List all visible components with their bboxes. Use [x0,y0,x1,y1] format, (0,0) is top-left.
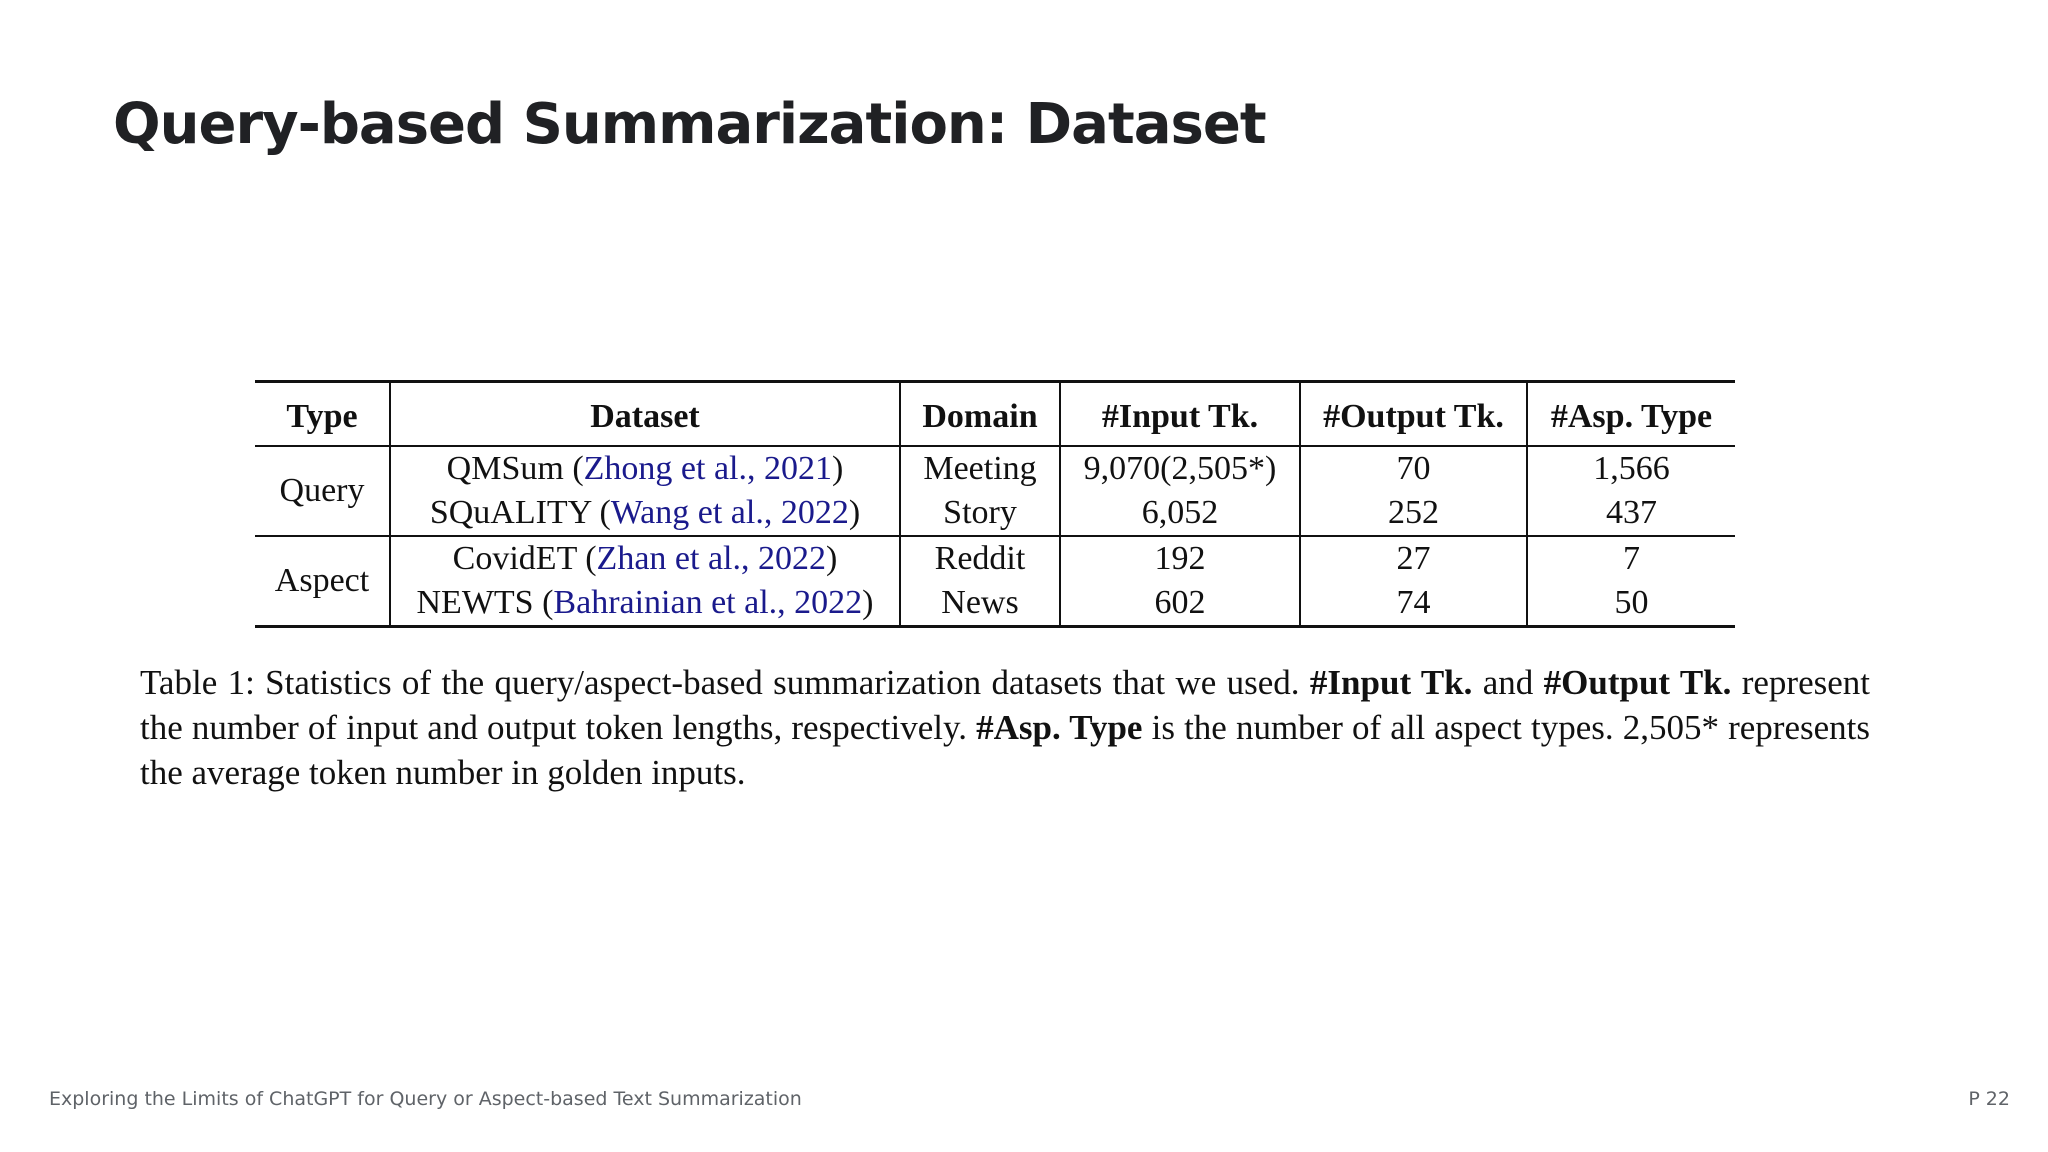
query-group [255,446,1735,536]
aspect-types-cell: 437 [1606,494,1657,531]
dataset-cell: NEWTS (Bahrainian et al., 2022) [390,581,900,627]
caption-text: and [1472,663,1544,702]
dataset-cell: QMSum (Zhong et al., 2021) [390,446,900,491]
dataset-table-figure [255,380,1735,628]
citation-link[interactable]: Wang et al., 2022 [610,494,849,531]
header-aspect-types: #Asp. Type [1550,398,1713,435]
dataset-name: QMSum [446,450,564,487]
page-number: P 22 [1968,1088,2010,1110]
header-domain: Domain [900,382,1060,447]
table-header-row [255,382,1735,447]
slide-title: Query-based Summarization: Dataset [113,92,1266,157]
input-tokens-cell: 6,052 [1060,491,1300,536]
type-cell-aspect: Aspect [255,536,390,627]
table-row [255,446,1735,491]
header-input-tokens: #Input Tk. [1060,382,1300,447]
domain-cell: Reddit [900,536,1060,581]
caption-text: Table 1: Statistics of the query/aspect-based summarization datasets that we used. [140,663,1310,702]
caption-term-aspect-types: #Asp. Type [976,708,1143,747]
slide-footer: Exploring the Limits of ChatGPT for Query or Aspect-based Text Summarization [49,1088,802,1110]
output-tokens-cell: 74 [1300,581,1527,627]
type-cell-query: Query [255,446,390,536]
input-tokens-cell: 9,070(2,505*) [1060,446,1300,491]
input-tokens-cell: 602 [1060,581,1300,627]
table-row [255,581,1735,627]
table-row [255,536,1735,581]
dataset-cell: SQuALITY (Wang et al., 2022) [390,491,900,536]
table-row [255,491,1735,536]
header-type: Type [255,382,390,447]
domain-cell: News [900,581,1060,627]
citation-link[interactable]: Bahrainian et al., 2022 [553,584,863,621]
caption-text: is the number of all aspect types. 2,505* represents the average token number in golden inputs. [140,708,1870,792]
input-tokens-cell: 192 [1060,536,1300,581]
table-caption [140,660,1870,795]
citation-link[interactable]: Zhan et al., 2022 [596,540,826,577]
domain-cell: Story [900,491,1060,536]
domain-cell: Meeting [900,446,1060,491]
output-tokens-cell: 27 [1300,536,1527,581]
caption-text: represent the number of input and output token lengths, respectively. [140,663,1870,747]
caption-term-output-tokens: #Output Tk. [1543,663,1732,702]
aspect-types-cell: 7 [1623,540,1640,577]
dataset-name: SQuALITY [429,494,591,531]
dataset-statistics-table [255,380,1735,628]
citation-link[interactable]: Zhong et al., 2021 [583,450,832,487]
output-tokens-cell: 70 [1300,446,1527,491]
caption-term-input-tokens: #Input Tk. [1309,663,1473,702]
output-tokens-cell: 252 [1300,491,1527,536]
header-output-tokens: #Output Tk. [1300,382,1527,447]
dataset-cell: CovidET (Zhan et al., 2022) [390,536,900,581]
dataset-name: CovidET [452,540,577,577]
aspect-types-cell: 1,566 [1593,450,1670,487]
aspect-types-cell: 50 [1614,584,1649,621]
dataset-name: NEWTS [416,584,534,621]
aspect-group [255,536,1735,627]
header-dataset: Dataset [390,382,900,447]
